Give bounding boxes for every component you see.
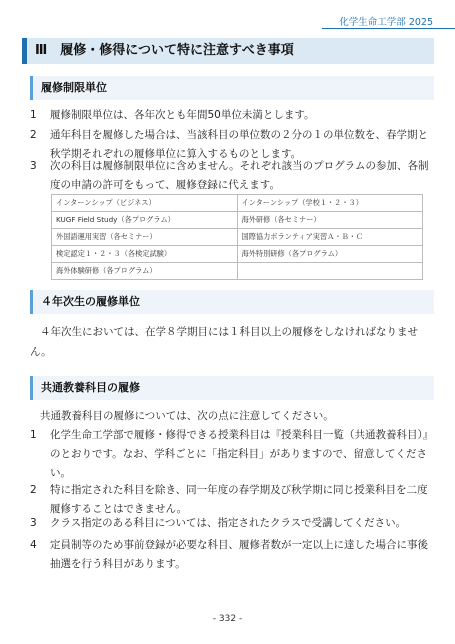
item-text: 履修制限単位は、各年次とも年間50単位未満とします。: [50, 109, 315, 121]
item-text: 次の科目は履修制限単位に含めません。それぞれ該当のプログラムの参加、各制度の申請の許可をもって、履修登録に代えます。: [50, 160, 429, 191]
section-heading-general-education: 共通教養科目の履修: [30, 376, 434, 400]
table-cell: 海外体験研修（各プログラム）: [52, 263, 238, 280]
header-rule: [322, 28, 455, 29]
excluded-programs-table: [51, 194, 423, 280]
table-cell: KUGF Field Study（各プログラム）: [52, 212, 238, 229]
item-number: 2: [30, 484, 37, 496]
page-number: - 332 -: [212, 614, 243, 624]
table-cell: 外国語運用実習（各セミナー）: [52, 229, 238, 246]
list-item: [30, 426, 430, 483]
table-cell: インターンシップ（ビジネス）: [52, 195, 238, 212]
section-heading-credit-limit: 履修制限単位: [30, 76, 434, 100]
table-cell: インターンシップ（学校１・２・３）: [237, 195, 423, 212]
item-number: 3: [30, 517, 37, 529]
item-number: 3: [30, 160, 37, 172]
list-item: [30, 157, 430, 195]
section-paragraph: ４年次生においては、在学８学期目には１科目以上の履修をしなければなりません。: [30, 326, 418, 358]
item-number: 2: [30, 129, 37, 141]
table-cell: 海外特別研修（各プログラム）: [237, 246, 423, 263]
table-row: [52, 263, 423, 280]
list-item: [30, 106, 430, 125]
table-cell: 検定認定１・２・３（各検定試験）: [52, 246, 238, 263]
table-row: [52, 212, 423, 229]
table-row: [52, 246, 423, 263]
item-text: 化学生命工学部で履修・修得できる授業科目は『授業科目一覧（共通教養科目）』のとおりです。なお、学科ごとに「指定科目」がありますので、留意してください。: [50, 429, 428, 479]
item-text: 通年科目を履修した場合は、当該科目の単位数の２分の１の単位数を、春学期と秋学期それぞれの履修単位に算入するものとします。: [50, 129, 428, 160]
list-item: [30, 536, 430, 574]
item-number: 1: [30, 109, 37, 121]
item-text: 定員制等のため事前登録が必要な科目、履修者数が一定以上に達した場合に事後抽選を行う科目があります。: [50, 539, 428, 570]
section-heading-4th-year: ４年次生の履修単位: [30, 290, 434, 314]
item-text: 特に指定された科目を除き、同一年度の春学期及び秋学期に同じ授業科目を二度履修することはできません。: [50, 484, 428, 515]
item-number: 4: [30, 539, 37, 551]
table-cell: [237, 263, 423, 280]
table-row: [52, 229, 423, 246]
table-cell: 海外研修（各セミナー）: [237, 212, 423, 229]
table-cell: 国際協力ボランティア実習Ａ・Ｂ・Ｃ: [237, 229, 423, 246]
list-item: [30, 514, 430, 533]
running-header: 化学生命工学部 2025: [339, 17, 433, 28]
section-intro: 共通教養科目の履修については、次の点に注意してください。: [40, 410, 334, 422]
table-row: [52, 195, 423, 212]
chapter-title: Ⅲ 履修・修得について特に注意すべき事項: [22, 38, 434, 64]
item-number: 1: [30, 429, 37, 441]
item-text: クラス指定のある科目については、指定されたクラスで受講してください。: [50, 517, 407, 529]
